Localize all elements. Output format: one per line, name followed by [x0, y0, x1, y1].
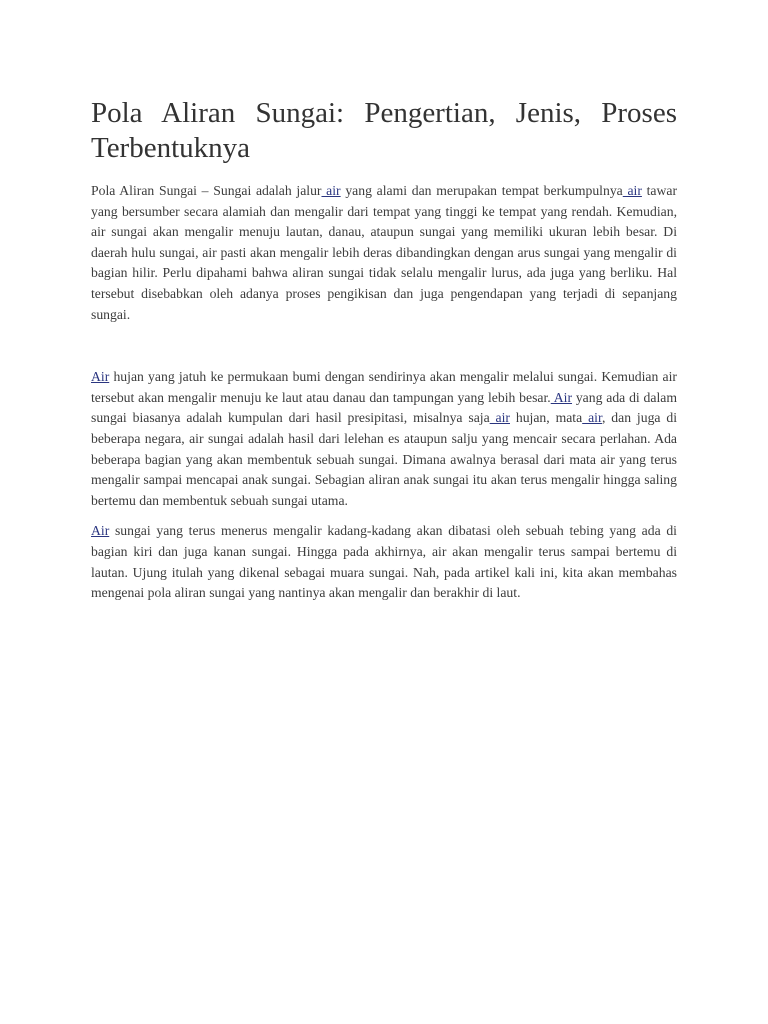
link-air[interactable]: Air — [91, 523, 110, 539]
text-run: yang ada di dalam sungai biasanya adalah kumpulan dari hasil presipitasi, misalnya saja — [91, 389, 677, 426]
article-title: Pola Aliran Sungai: Pengertian, Jenis, Proses Terbentuknya — [91, 97, 677, 164]
text-run: sungai yang terus menerus mengalir kadang-kadang akan dibatasi oleh sebuah tebing yang ada di bagian kiri dan juga kanan sungai. Hingga pada akhirnya, air akan mengalir terus sampai bertemu di lautan. Ujung itulah yang dikenal sebagai muara sungai. Nah, pada artikel kali ini, kita akan membahas mengenai pola aliran sungai yang nantinya akan mengalir dan berakhir di laut. — [91, 523, 677, 601]
paragraph-intro — [91, 181, 677, 325]
paragraph-estuary — [91, 521, 677, 603]
document-page — [91, 96, 677, 604]
link-air[interactable]: Air — [91, 369, 110, 385]
text-run: Pola Aliran Sungai – Sungai adalah jalur — [91, 183, 322, 198]
link-air[interactable]: Air — [550, 389, 573, 405]
link-air[interactable]: air — [582, 410, 602, 426]
paragraph-rain — [91, 367, 677, 511]
text-run: hujan, mata — [509, 410, 583, 426]
text-run: hujan yang jatuh ke permukaan bumi dengan sendirinya akan mengalir melalui sungai. Kemudian air tersebut akan mengalir menuju ke laut atau danau dan tampungan yang lebih besar. — [91, 369, 677, 405]
text-run: , dan juga di beberapa negara, air sungai adalah hasil dari lelehan es ataupun salju yang mencair secara perlahan. Ada beberapa bagian yang akan membentuk sebuah sungai. Dimana awalnya berasal dari mata air yang terus mengalir sampai mencapai anak sungai. Sebagian aliran anak sungai itu akan terus mengalir hingga saling bertemu dan membentuk sebuah sungai utama. — [91, 410, 678, 508]
link-air[interactable]: air — [622, 183, 642, 198]
text-run: yang alami dan merupakan tempat berkumpulnya — [340, 183, 623, 198]
text-run: tawar yang bersumber secara alamiah dan mengalir dari tempat yang tinggi ke tempat yang rendah. Kemudian, air sungai akan mengalir menuju lautan, danau, ataupun sungai yang memiliki ukuran lebih besar. Di daerah hulu sungai, air pasti akan mengalir lebih deras dibandingkan dengan arus sungai yang mengalir di bagian hilir. Perlu dipahami bahwa aliran sungai tidak selalu mengalir lurus, ada juga yang berliku. Hal tersebut disebabkan oleh adanya proses pengikisan dan juga pengendapan yang terjadi di sepanjang sungai. — [91, 183, 678, 322]
link-air[interactable]: air — [489, 410, 510, 426]
link-air[interactable]: air — [321, 183, 341, 198]
